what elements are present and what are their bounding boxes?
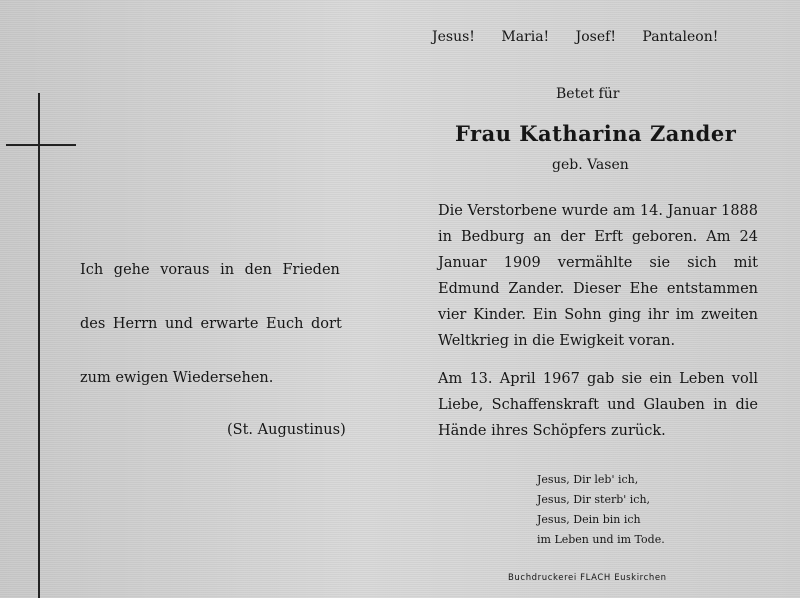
pray-for-label: Betet für <box>556 86 620 102</box>
quote-line-2: des Herrn und erwarte Euch dort <box>80 316 342 332</box>
maiden-name: geb. Vasen <box>552 157 629 173</box>
verse-line: im Leben und im Tode. <box>537 533 665 546</box>
printer-imprint: Buchdruckerei FLACH Euskirchen <box>508 573 667 583</box>
prayer-verse <box>537 470 665 550</box>
invocation-line: Jesus! Maria! Josef! Pantaleon! <box>432 29 719 45</box>
quote-line-3: zum ewigen Wiedersehen. <box>80 370 274 386</box>
verse-line: Jesus, Dir sterb' ich, <box>537 493 651 506</box>
death-paragraph: Am 13. April 1967 gab sie ein Leben voll Liebe, Schaffenskraft und Glauben in die Hände ihres Schöpfers zurück. <box>438 371 758 439</box>
quote-attribution: (St. Augustinus) <box>227 422 346 438</box>
quote-line-1: Ich gehe voraus in den Frieden <box>80 262 340 278</box>
verse-line: Jesus, Dir leb' ich, <box>537 473 639 486</box>
biography-paragraph: Die Verstorbene wurde am 14. Januar 1888 in Bedburg an der Erft geboren. Am 24 Januar 1909 vermählte sie sich mit Edmund Zander. Dieser Ehe entstammen vier Kinder. Ein Sohn ging ihr im zweiten Weltkrieg in die Ewigkeit voran. <box>438 203 758 349</box>
verse-line: Jesus, Dein bin ich <box>537 513 641 526</box>
deceased-name: Frau Katharina Zander <box>455 121 737 146</box>
cross-horizontal-bar <box>6 144 76 146</box>
cross-vertical-bar <box>38 93 40 598</box>
